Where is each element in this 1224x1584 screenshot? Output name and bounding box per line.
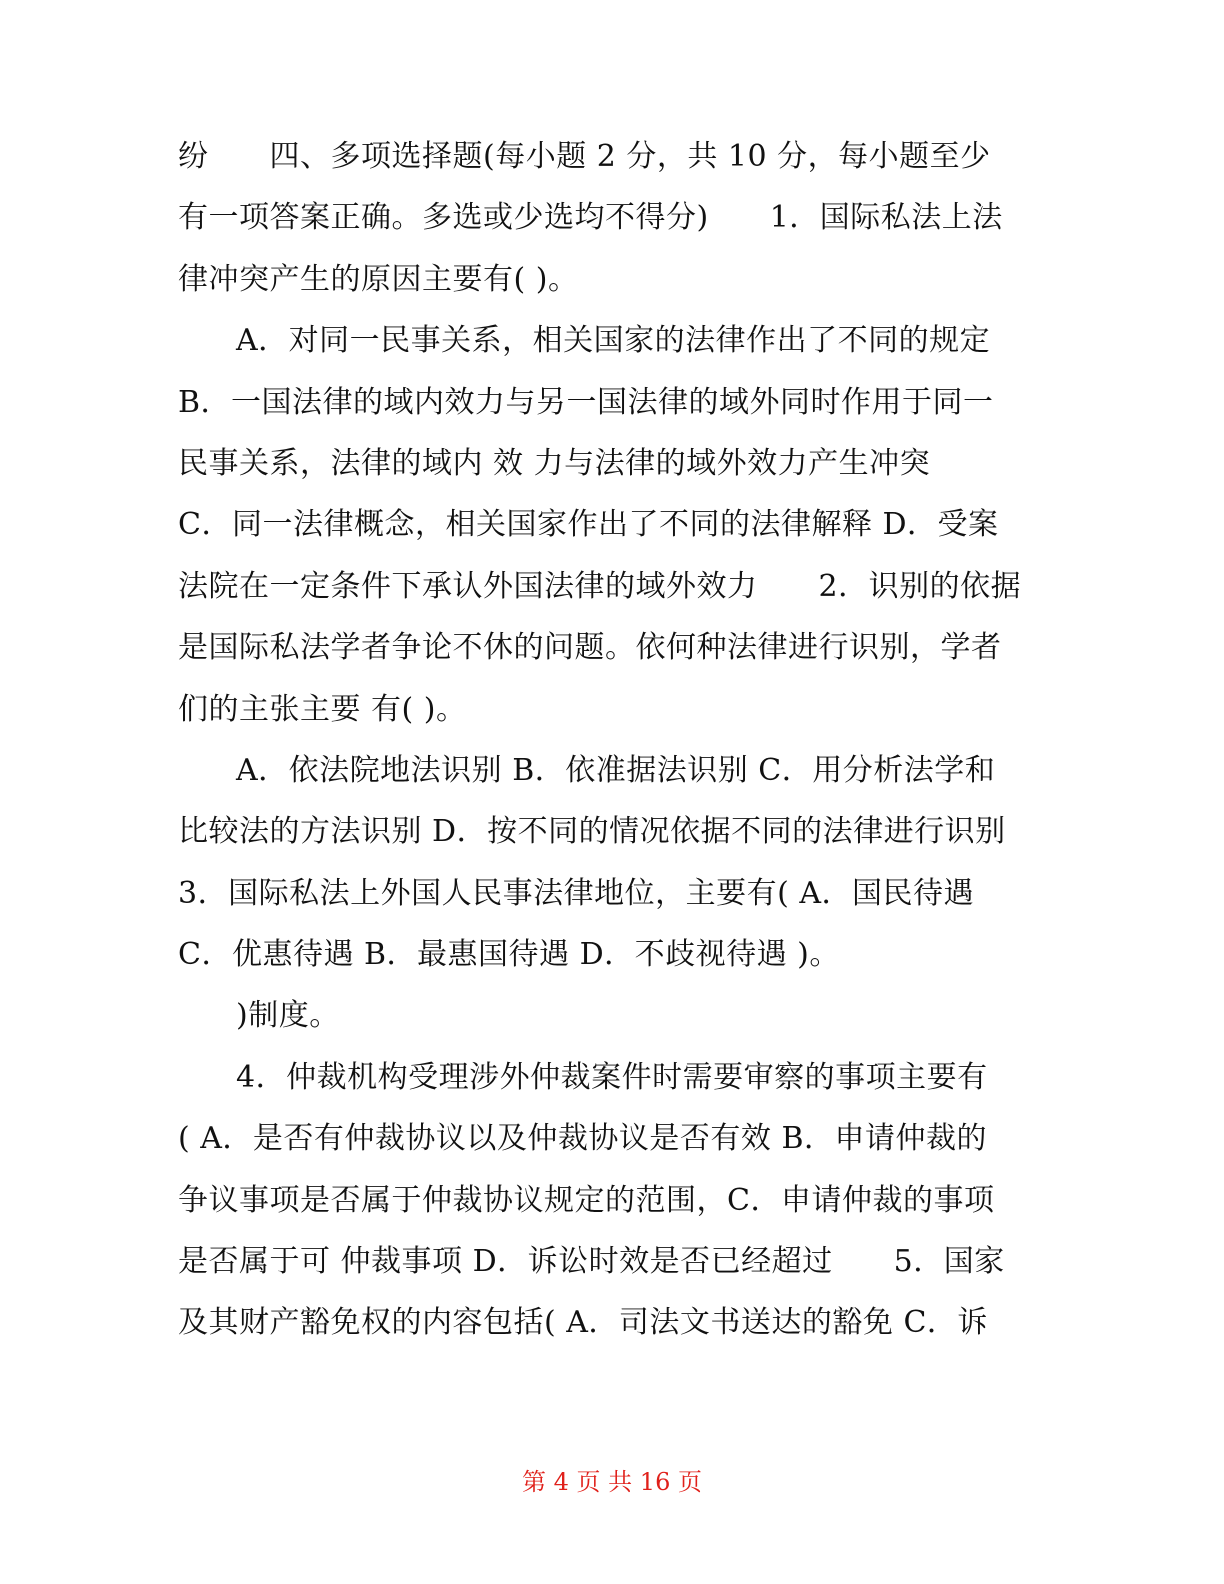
option-line: B．一国法律的域内效力与另一国法律的域外同时作用于同一 (178, 384, 994, 420)
option-line: A．依法院地法识别 B．依准据法识别 C．用分析法学和 (236, 752, 996, 788)
text-line: 比较法的方法识别 D．按不同的情况依据不同的法律进行识别 (178, 814, 1006, 850)
text-line: 民事关系，法律的域内 效 力与法律的域外效力产生冲突 (178, 445, 931, 481)
text-line: 是国际私法学者争论不休的问题。依何种法律进行识别，学者 (178, 630, 1002, 666)
question-line: 4．仲裁机构受理涉外仲裁案件时需要审察的事项主要有 (236, 1059, 988, 1095)
option-line: C．优惠待遇 B．最惠国待遇 D．不歧视待遇 )。 (178, 937, 840, 973)
page-number-footer: 第 4 页 共 16 页 (522, 1468, 702, 1496)
option-line: A．对同一民事关系，相关国家的法律作出了不同的规定 (236, 323, 991, 359)
option-line: C．同一法律概念，相关国家作出了不同的法律解释 D．受案 (178, 507, 999, 543)
text-line: 有一项答案正确。多选或少选均不得分) 1．国际私法上法 (178, 200, 1003, 236)
option-line: ( A．是否有仲裁协议以及仲裁协议是否有效 B．申请仲裁的 (178, 1121, 987, 1157)
text-line: )制度。 (236, 998, 340, 1034)
text-line: 律冲突产生的原因主要有( )。 (178, 261, 579, 297)
text-line: 及其财产豁免权的内容包括( A．司法文书送达的豁免 C．诉 (178, 1305, 988, 1341)
text-line: 们的主张主要 有( )。 (178, 691, 467, 727)
text-line: 是否属于可 仲裁事项 D．诉讼时效是否已经超过 5．国家 (178, 1244, 1005, 1280)
text-line: 纷 四、多项选择题(每小题 2 分，共 10 分，每小题至少 (178, 139, 991, 174)
text-line: 争议事项是否属于仲裁协议规定的范围，C．申请仲裁的事项 (178, 1182, 995, 1218)
document-body (178, 126, 1048, 1354)
question-line: 3．国际私法上外国人民事法律地位，主要有( A．国民待遇 (178, 875, 974, 911)
text-line: 法院在一定条件下承认外国法律的域外效力 2．识别的依据 (178, 568, 1022, 604)
